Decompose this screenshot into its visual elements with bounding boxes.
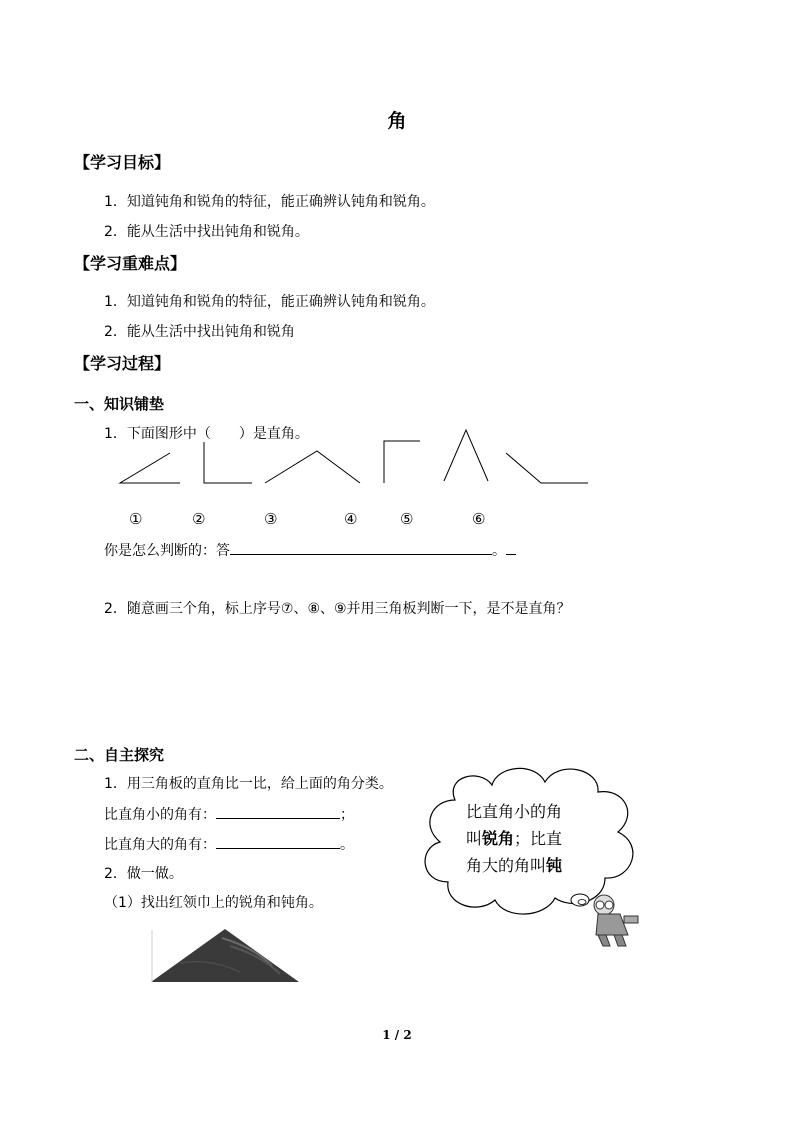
part2-question-1: 1．用三角板的直角比一比，给上面的角分类。	[104, 776, 393, 792]
angle-label-1: ①	[129, 510, 143, 528]
judge-suffix: 。	[492, 543, 506, 559]
angle-label-6: ⑥	[472, 510, 486, 528]
larger-angles-line	[104, 834, 354, 854]
thought-bubble-text	[466, 798, 562, 879]
judge-answer-line	[104, 540, 516, 560]
angle-figure-3	[265, 451, 360, 483]
part1-heading: 一、知识铺垫	[74, 395, 165, 413]
larger-angles-label: 比直角大的角有：	[104, 837, 216, 853]
part2-question-2-1: （1）找出红领巾上的锐角和钝角。	[104, 895, 323, 911]
smaller-angles-line	[104, 804, 354, 824]
bubble-line-3: 角大的角叫钝	[466, 856, 563, 875]
part2-question-2: 2．做一做。	[104, 866, 183, 882]
bubble-line-2: 叫锐角；比直	[466, 829, 563, 848]
page-number: 1 / 2	[382, 1028, 412, 1042]
smaller-angles-blank[interactable]	[216, 805, 340, 819]
judge-prompt: 你是怎么判断的：答	[104, 543, 230, 559]
angle-label-3: ③	[264, 510, 278, 528]
smaller-angles-label: 比直角小的角有：	[104, 807, 216, 823]
larger-angles-blank[interactable]	[216, 835, 340, 849]
part2-heading: 二、自主探究	[74, 746, 165, 764]
angle-figure-4	[384, 441, 420, 483]
red-scarf-image	[151, 929, 299, 982]
key-points-heading: 【学习重难点】	[74, 254, 187, 273]
angle-figure-5	[444, 430, 488, 481]
page-title: 角	[387, 110, 407, 132]
part1-question-1: 1．下面图形中（ ）是直角。	[104, 426, 309, 442]
angle-label-4: ④	[344, 510, 358, 528]
goal-item-2: 2．能从生活中找出钝角和锐角。	[104, 224, 309, 240]
key-point-item-1: 1．知道钝角和锐角的特征，能正确辨认钝角和锐角。	[104, 294, 435, 310]
judge-answer-blank[interactable]	[230, 541, 492, 555]
larger-angles-suffix: 。	[340, 837, 354, 853]
angle-figure-6	[506, 453, 588, 483]
angle-label-2: ②	[192, 510, 206, 528]
angle-label-5: ⑤	[400, 510, 414, 528]
cartoon-character	[594, 895, 638, 946]
angle-figure-1	[120, 453, 180, 483]
goal-item-1: 1．知道钝角和锐角的特征，能正确辨认钝角和锐角。	[104, 194, 435, 210]
key-point-item-2: 2．能从生活中找出钝角和锐角	[104, 324, 295, 340]
process-heading: 【学习过程】	[74, 354, 171, 373]
angle-figure-2	[204, 442, 252, 483]
bubble-line-1: 比直角小的角	[466, 802, 563, 821]
smaller-angles-suffix: ；	[340, 807, 354, 823]
goals-heading: 【学习目标】	[74, 153, 171, 172]
part1-question-2: 2．随意画三个角，标上序号⑦、⑧、⑨并用三角板判断一下，是不是直角？	[104, 601, 571, 617]
